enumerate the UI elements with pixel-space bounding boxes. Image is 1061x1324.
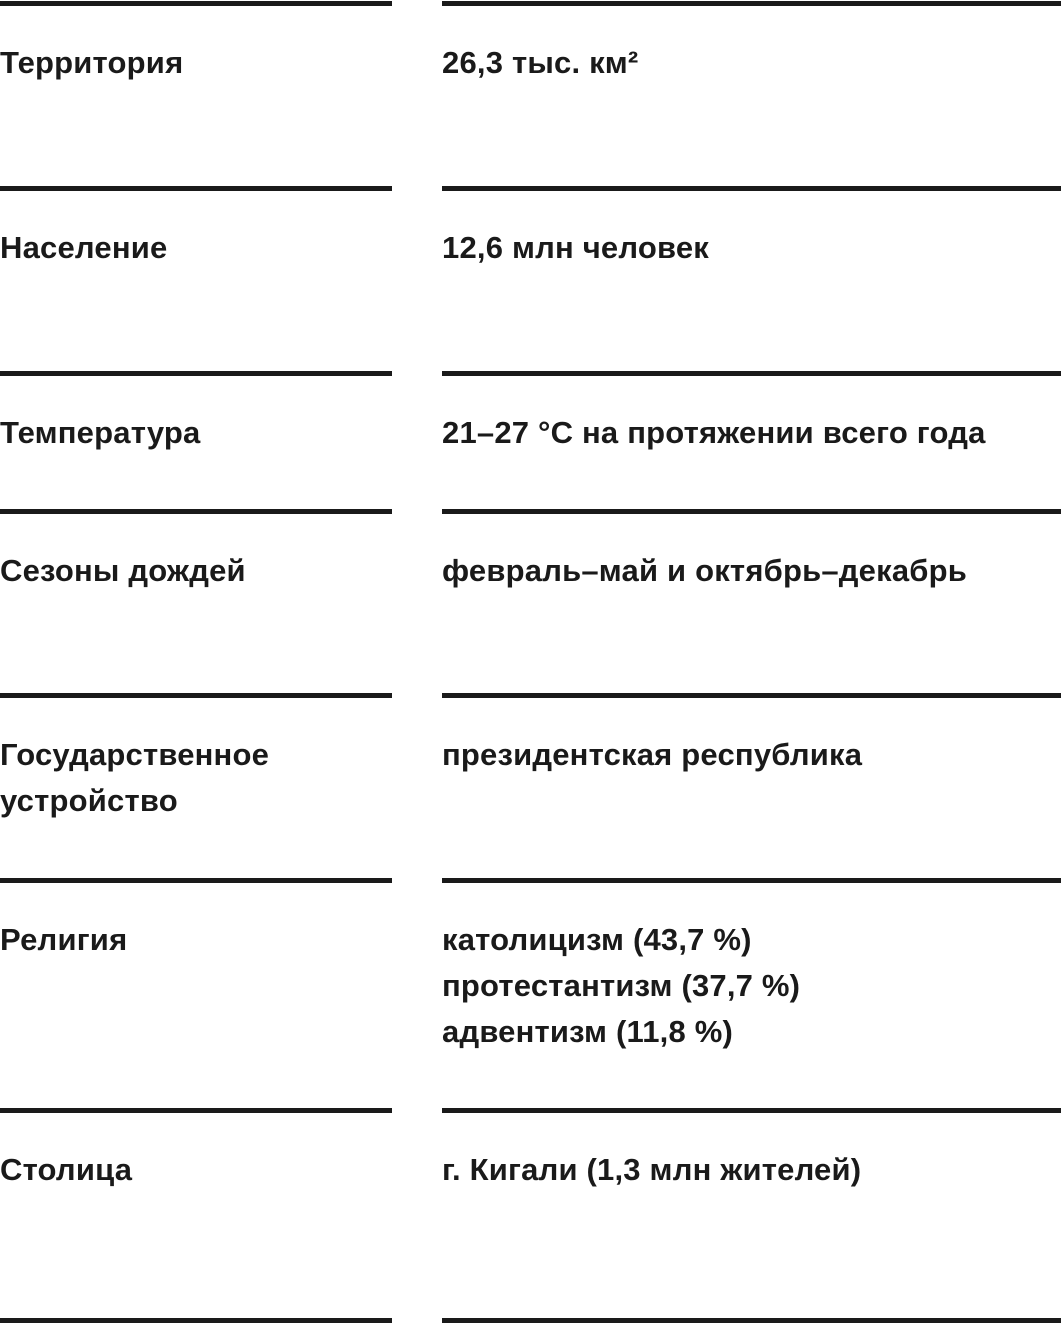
row-value-temperature — [442, 410, 1061, 456]
row-label-capital: Столица — [0, 1152, 133, 1187]
value-line: г. Кигали (1,3 млн жителей) — [442, 1152, 862, 1187]
value-line: 26,3 тыс. км² — [442, 45, 639, 80]
row-divider-left — [0, 693, 392, 698]
row-divider-right — [442, 371, 1061, 376]
value-line: протестантизм (37,7 %) — [442, 968, 801, 1003]
row-divider-left — [0, 509, 392, 514]
bottom-divider-right — [442, 1318, 1061, 1323]
row-label-territory: Территория — [0, 45, 184, 80]
value-line: президентская республика — [442, 737, 863, 772]
row-divider-right — [442, 1108, 1061, 1113]
row-divider-left — [0, 1, 392, 6]
row-divider-left — [0, 186, 392, 191]
row-divider-left — [0, 371, 392, 376]
value-line: 12,6 млн человек — [442, 230, 709, 265]
row-label-government — [0, 732, 392, 824]
row-divider-right — [442, 1, 1061, 6]
row-value-population — [442, 225, 1061, 271]
row-label-rainy-seasons: Сезоны дождей — [0, 553, 246, 588]
value-line: февраль–май и октябрь–декабрь — [442, 553, 968, 588]
row-value-rainy-seasons — [442, 548, 1061, 594]
row-label-population: Население — [0, 230, 168, 265]
row-divider-right — [442, 509, 1061, 514]
row-value-religion — [442, 917, 1061, 1055]
row-value-capital — [442, 1147, 1061, 1193]
row-divider-right — [442, 693, 1061, 698]
row-value-territory — [442, 40, 1061, 86]
row-label-religion: Религия — [0, 922, 128, 957]
row-divider-left — [0, 1108, 392, 1113]
value-line: адвентизм (11,8 %) — [442, 1014, 734, 1049]
bottom-divider-left — [0, 1318, 392, 1323]
row-value-government — [442, 732, 1061, 778]
row-divider-right — [442, 878, 1061, 883]
label-line: Государственное — [0, 737, 270, 772]
label-line: устройство — [0, 783, 178, 818]
row-label-temperature: Температура — [0, 415, 201, 450]
value-line: 21–27 °C на протяжении всего года — [442, 415, 986, 450]
row-divider-right — [442, 186, 1061, 191]
row-divider-left — [0, 878, 392, 883]
value-line: католицизм (43,7 %) — [442, 922, 752, 957]
